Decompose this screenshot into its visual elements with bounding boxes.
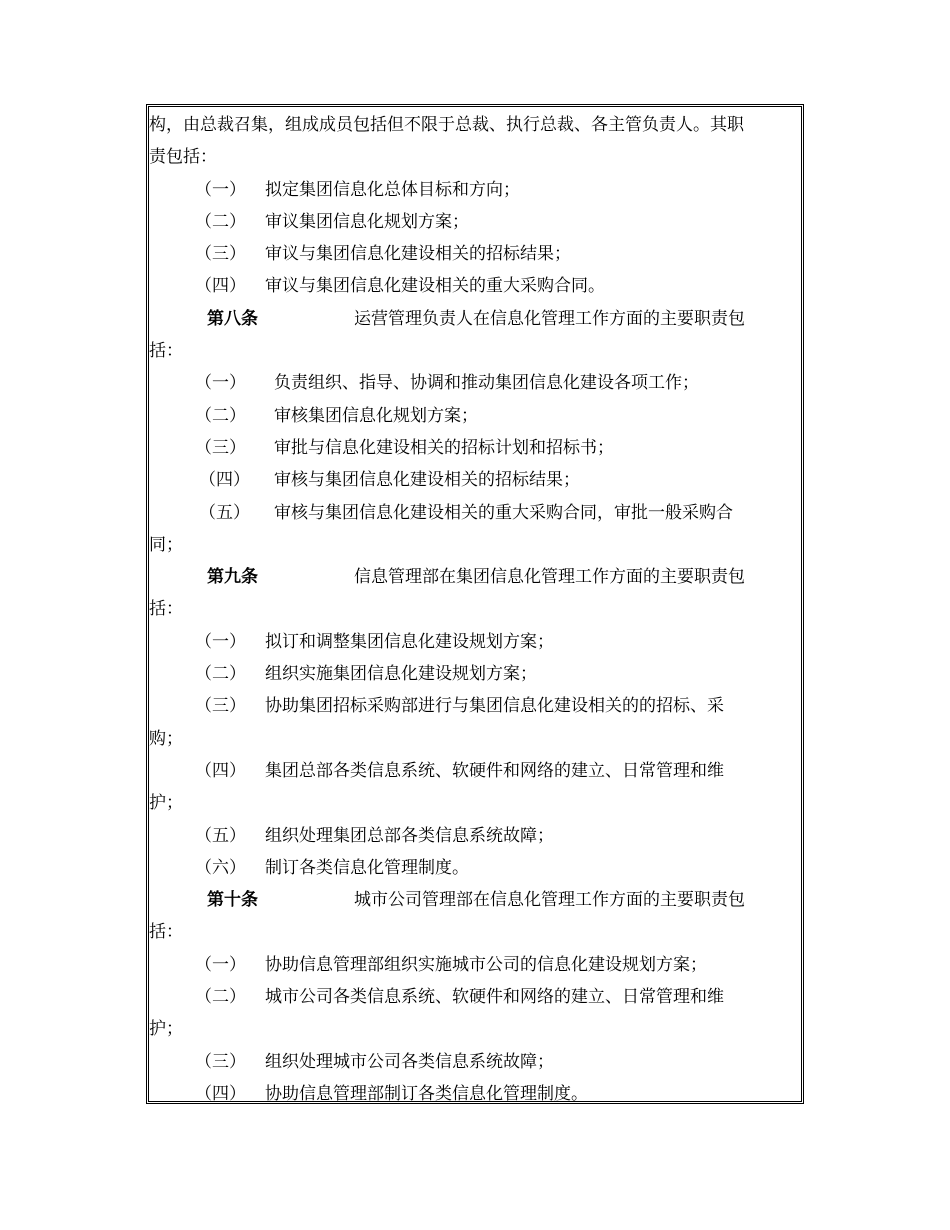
- article-title: 第八条: [207, 308, 258, 329]
- item-continuation: 同；: [149, 534, 183, 555]
- item-text: 拟订和调整集团信息化建设规划方案；: [265, 631, 554, 652]
- item-text: 审议与集团信息化建设相关的招标结果；: [265, 244, 571, 265]
- document-body: [149, 109, 801, 1110]
- item-number: （三）: [195, 696, 246, 717]
- item-number: （二）: [195, 987, 246, 1008]
- item-text: 拟定集团信息化总体目标和方向；: [265, 179, 520, 200]
- item-text: 协助信息管理部制订各类信息化管理制度。: [265, 1083, 588, 1104]
- list-item: [149, 626, 801, 658]
- item-text: 集团总部各类信息系统、软硬件和网络的建立、日常管理和维: [265, 760, 724, 781]
- item-text: 审议集团信息化规划方案；: [265, 211, 469, 232]
- item-text: 制订各类信息化管理制度。: [265, 857, 469, 878]
- list-item: [149, 206, 801, 238]
- intro-line: 构，由总裁召集，组成成员包括但不限于总裁、执行总裁、各主管负责人。其职: [149, 115, 744, 135]
- article-text: 城市公司管理部在信息化管理工作方面的主要职责包: [354, 890, 745, 911]
- item-text: 审核集团信息化规划方案；: [274, 405, 478, 426]
- item-text: 组织处理集团总部各类信息系统故障；: [265, 825, 554, 846]
- item-number: （二）: [195, 664, 246, 685]
- article-continuation: 括：: [149, 922, 183, 943]
- item-text: 审核与集团信息化建设相关的招标结果；: [274, 470, 580, 491]
- item-number: （一）: [195, 179, 246, 200]
- item-text: 城市公司各类信息系统、软硬件和网络的建立、日常管理和维: [265, 987, 724, 1008]
- list-item: [149, 852, 801, 884]
- item-text: 审议与集团信息化建设相关的重大采购合同。: [265, 276, 605, 297]
- item-number: （四）: [199, 470, 250, 491]
- item-text: 审批与信息化建设相关的招标计划和招标书；: [274, 437, 614, 458]
- list-item: [149, 755, 801, 787]
- article-continuation: 括：: [149, 341, 183, 362]
- article-title: 第九条: [207, 567, 258, 588]
- item-number: （四）: [195, 276, 246, 297]
- item-text: 组织实施集团信息化建设规划方案；: [265, 664, 537, 685]
- item-text: 协助信息管理部组织实施城市公司的信息化建设规划方案；: [265, 954, 707, 975]
- list-item: [149, 464, 801, 496]
- list-item: [149, 690, 801, 722]
- item-continuation: 护；: [149, 793, 183, 814]
- item-continuation: 购；: [149, 728, 183, 749]
- article-text: 信息管理部在集团信息化管理工作方面的主要职责包: [354, 567, 745, 588]
- item-number: （四）: [195, 1083, 246, 1104]
- item-text: 协助集团招标采购部进行与集团信息化建设相关的的招标、采: [265, 696, 724, 717]
- item-continuation: 护；: [149, 1019, 183, 1040]
- item-number: （六）: [195, 857, 246, 878]
- item-number: （五）: [195, 825, 246, 846]
- article-heading: [149, 303, 801, 335]
- article-heading: [149, 884, 801, 916]
- item-number: （二）: [195, 211, 246, 232]
- list-item: [149, 400, 801, 432]
- item-number: （一）: [195, 954, 246, 975]
- list-item: [149, 658, 801, 690]
- list-item: [149, 238, 801, 270]
- intro-line: 责包括：: [149, 147, 217, 168]
- article-continuation: 括：: [149, 599, 183, 620]
- item-text: 审核与集团信息化建设相关的重大采购合同，审批一般采购合: [274, 502, 733, 523]
- item-number: （一）: [195, 631, 246, 652]
- list-item: [149, 367, 801, 399]
- article-title: 第十条: [207, 890, 258, 911]
- item-number: （五）: [199, 502, 250, 523]
- item-number: （三）: [195, 1051, 246, 1072]
- list-item: [149, 981, 801, 1013]
- item-number: （三）: [195, 244, 246, 265]
- item-number: （二）: [195, 405, 246, 426]
- article-heading: [149, 561, 801, 593]
- list-item: [149, 270, 801, 302]
- list-item: [149, 432, 801, 464]
- item-text: 组织处理城市公司各类信息系统故障；: [265, 1051, 554, 1072]
- list-item: [149, 820, 801, 852]
- list-item: [149, 497, 801, 529]
- article-text: 运营管理负责人在信息化管理工作方面的主要职责包: [354, 308, 745, 329]
- item-number: （一）: [195, 373, 246, 394]
- list-item: [149, 1046, 801, 1078]
- list-item: [149, 949, 801, 981]
- list-item: [149, 174, 801, 206]
- item-number: （三）: [195, 437, 246, 458]
- item-number: （四）: [195, 760, 246, 781]
- item-text: 负责组织、指导、协调和推动集团信息化建设各项工作；: [274, 373, 699, 394]
- list-item: [149, 1078, 801, 1110]
